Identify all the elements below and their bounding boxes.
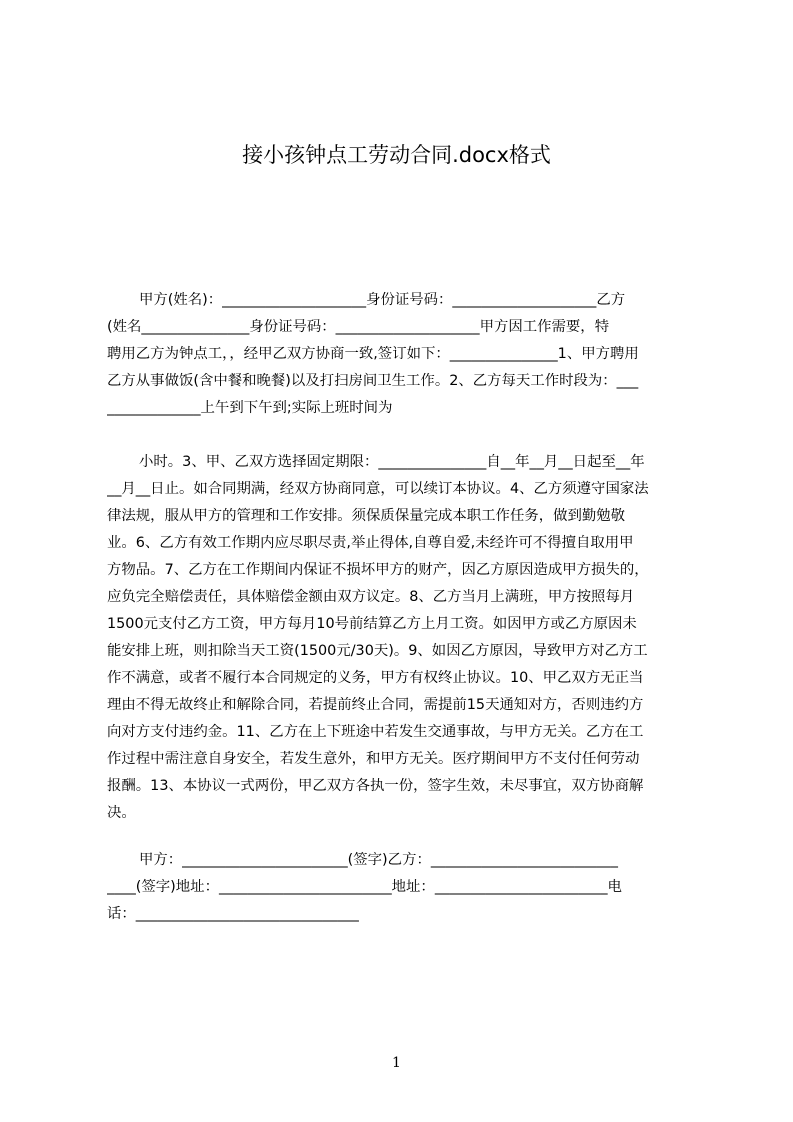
contract-text-line: 能安排上班，则扣除当天工资(1500元/30天)。9、如因乙方原因，导致甲方对乙方工 bbox=[107, 643, 648, 659]
contract-text-line: 向对方支付违约金。11、乙方在上下班途中若发生交通事故，与甲方无关。乙方在工 bbox=[107, 724, 644, 740]
contract-text-line: 小时。3、甲、乙双方选择固定期限：_______________自__年__月__日起至__年 bbox=[139, 454, 645, 470]
contract-text-line: 方物品。7、乙方在工作期间内保证不损坏甲方的财产，因乙方原因造成甲方损失的， bbox=[107, 562, 649, 578]
contract-text-line: 1500元支付乙方工资，甲方每月10号前结算乙方上月工资。如因甲方或乙方原因未 bbox=[107, 616, 637, 632]
contract-text-line: 决。 bbox=[107, 805, 136, 821]
contract-text-line: __月__日止。如合同期满，经双方协商同意，可以续订本协议。4、乙方须遵守国家法 bbox=[107, 481, 649, 497]
contract-text-line: 作不满意，或者不履行本合同规定的义务，甲方有权终止协议。10、甲乙双方无正当 bbox=[107, 670, 644, 686]
contract-text-line: 业。6、乙方有效工作期内应尽职尽责,举止得体,自尊自爱,未经许可不得擅自取用甲 bbox=[107, 535, 634, 551]
contract-text-line: 报酬。13、本协议一式两份，甲乙双方各执一份，签字生效，未尽事宜，双方协商解 bbox=[107, 778, 644, 794]
contract-text-line: 甲方(姓名)：____________________身份证号码：____________________乙方 bbox=[139, 292, 626, 308]
contract-text-line: 律法规，服从甲方的管理和工作安排。须保质保量完成本职工作任务，做到勤勉敬 bbox=[107, 508, 626, 524]
signature-line: ____(签字)地址：________________________地址：________________________电 bbox=[107, 879, 622, 895]
contract-text-line: 乙方从事做饭(含中餐和晚餐)以及打扫房间卫生工作。2、乙方每天工作时段为：___ bbox=[107, 373, 639, 389]
signature-line: 话：_______________________________ bbox=[107, 906, 359, 922]
contract-text-line: 应负完全赔偿责任，具体赔偿金额由双方议定。8、乙方当月上满班，甲方按照每月 bbox=[107, 589, 635, 605]
contract-text-line: (姓名_______________身份证号码：____________________甲方因工作需要，特 bbox=[107, 319, 610, 335]
page-number: 1 bbox=[392, 1055, 401, 1071]
contract-text-line: 作过程中需注意自身安全，若发生意外，和甲方无关。医疗期间甲方不支付任何劳动 bbox=[107, 751, 640, 767]
document-title: 接小孩钟点工劳动合同.docx格式 bbox=[242, 143, 551, 167]
contract-text-line: 理由不得无故终止和解除合同，若提前终止合同，需提前15天通知对方，否则违约方 bbox=[107, 697, 644, 713]
contract-text-line: 聘用乙方为钟点工，，经甲乙双方协商一致,签订如下：_______________1、甲方聘用 bbox=[107, 346, 639, 362]
contract-text-line: _____________上午到下午到;实际上班时间为 bbox=[107, 400, 393, 416]
signature-line: 甲方：_______________________(签字)乙方：__________________________ bbox=[139, 852, 618, 868]
